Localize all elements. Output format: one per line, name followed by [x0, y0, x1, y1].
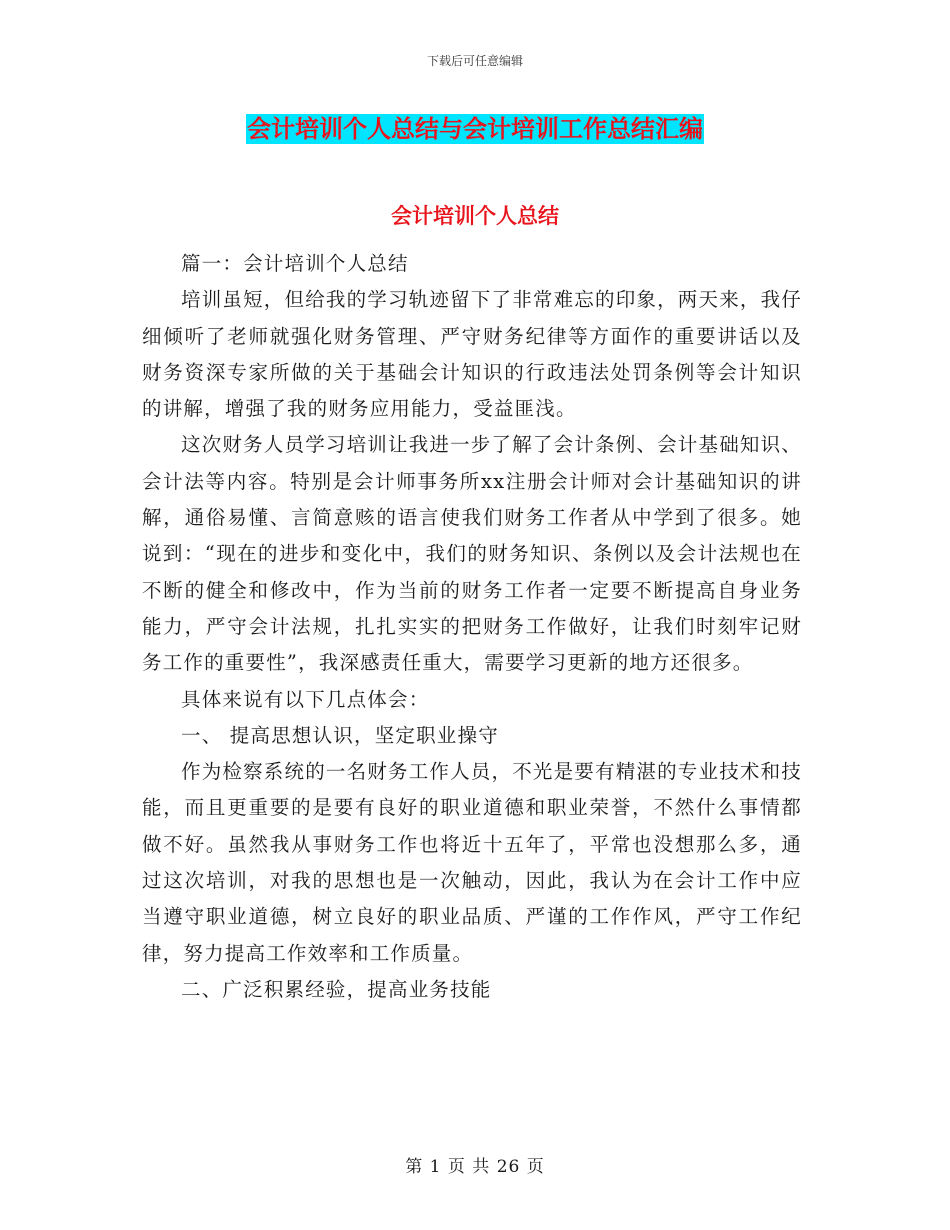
- paragraph: 这次财务人员学习培训让我进一步了解了会计条例、会计基础知识、会计法等内容。特别是会计师事务所xx注册会计师对会计基础知识的讲解，通俗易懂、言简意赅的语言使我们财务工作者从中学到了很多。她说到：“现在的进步和变化中，我们的财务知识、条例以及会计法规也在不断的健全和修改中，作为当前的财务工作者一定要不断提高自身业务能力，严守会计法规，扎扎实实的把财务工作做好，让我们时刻牢记财务工作的重要性”，我深感责任重大，需要学习更新的地方还很多。: [142, 433, 803, 675]
- section-title: 会计培训个人总结: [391, 204, 559, 228]
- page-number: 第 1 页 共 26 页: [405, 1157, 545, 1177]
- paragraph: 培训虽短，但给我的学习轨迹留下了非常难忘的印象，两天来，我仔细倾听了老师就强化财务管理、严守财务纪律等方面作的重要讲话以及财务资深专家所做的关于基础会计知识的行政违法处罚条例等会计知识的讲解，增强了我的财务应用能力，受益匪浅。: [142, 288, 803, 421]
- article-heading: 篇一：会计培训个人总结: [181, 252, 409, 275]
- document-main-title: 会计培训个人总结与会计培训工作总结汇编: [247, 115, 703, 143]
- main-title-container: [0, 114, 950, 144]
- document-body: [142, 246, 802, 1008]
- page-header-note: 下载后可任意编辑: [426, 54, 523, 68]
- point-heading-2: 二、广泛积累经验，提高业务技能: [181, 977, 492, 1001]
- paragraph: 具体来说有以下几点体会：: [181, 687, 430, 711]
- paragraph: 作为检察系统的一名财务工作人员，不光是要有精湛的专业技术和技能，而且更重要的是要有良好的职业道德和职业荣誉，不然什么事情都做不好。虽然我从事财务工作也将近十五年了，平常也没想那么多，通过这次培训，对我的思想也是一次触动，因此，我认为在会计工作中应当遵守职业道德，树立良好的职业品质、严谨的工作作风，严守工作纪律，努力提高工作效率和工作质量。: [142, 760, 803, 965]
- point-heading-1: 一、 提高思想认识，坚定职业操守: [181, 723, 499, 747]
